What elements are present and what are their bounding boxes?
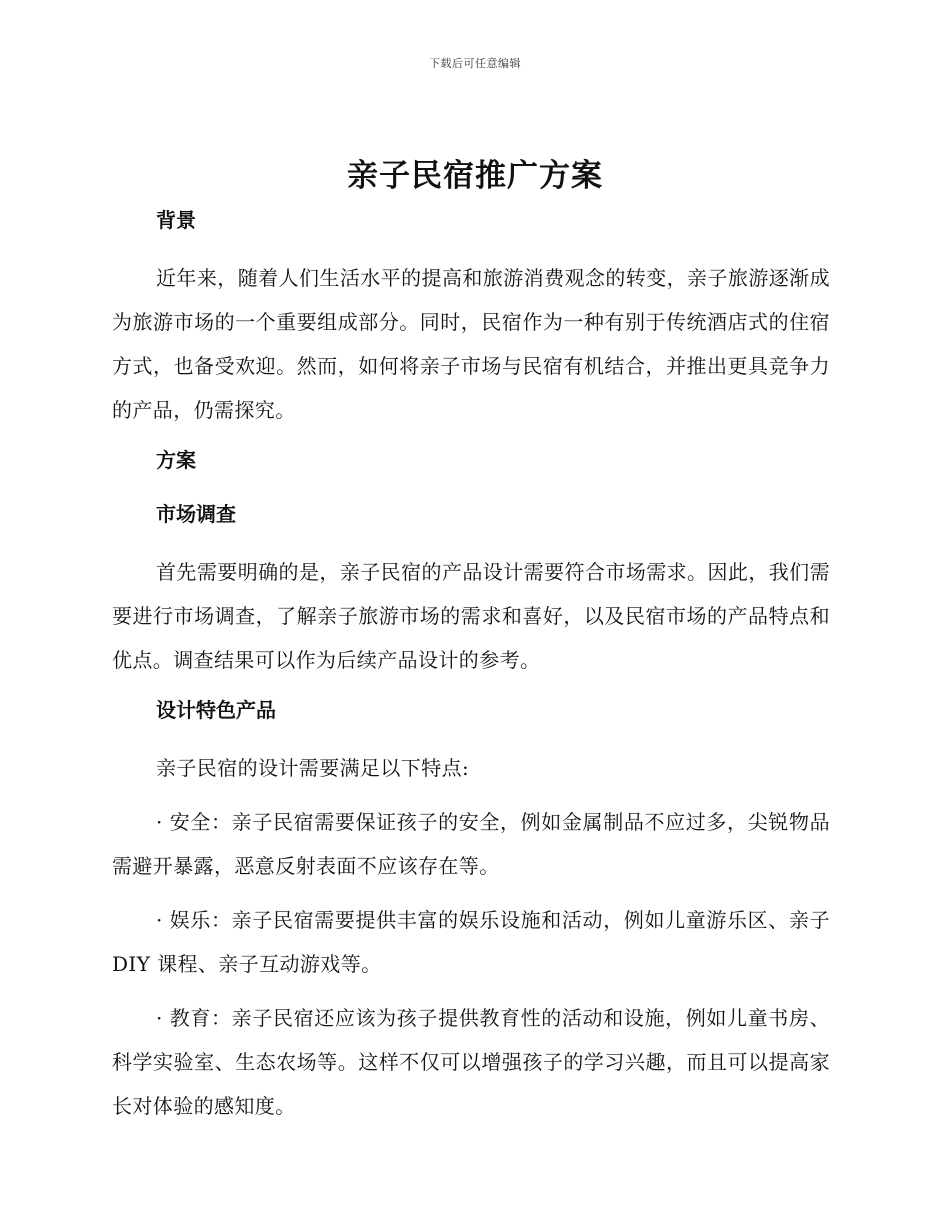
document-title: 亲子民宿推广方案 — [347, 158, 603, 194]
heading-background: 背景 — [156, 208, 196, 232]
paragraph-design-intro: 亲子民宿的设计需要满足以下特点: — [156, 756, 470, 780]
bullet-safety: · 安全：亲子民宿需要保证孩子的安全，例如金属制品不应过多，尖锐物品需避开暴露，恶意反射表面不应该存在等。 — [112, 810, 830, 878]
document-body — [112, 202, 830, 1138]
paragraph-market-research: 首先需要明确的是，亲子民宿的产品设计需要符合市场需求。因此，我们需要进行市场调查，了解亲子旅游市场的需求和喜好，以及民宿市场的产品特点和优点。调查结果可以作为后续产品设计的参考。 — [112, 560, 830, 672]
heading-market-research: 市场调查 — [156, 502, 236, 526]
bullet-entertainment: · 娱乐：亲子民宿需要提供丰富的娱乐设施和活动，例如儿童游乐区、亲子 DIY 课程、亲子互动游戏等。 — [112, 908, 830, 976]
heading-plan: 方案 — [156, 448, 196, 472]
bullet-education: · 教育：亲子民宿还应该为孩子提供教育性的活动和设施，例如儿童书房、科学实验室、生态农场等。这样不仅可以增强孩子的学习兴趣，而且可以提高家长对体验的感知度。 — [112, 1006, 830, 1118]
heading-design-products: 设计特色产品 — [156, 698, 276, 722]
header-note: 下载后可任意编辑 — [429, 57, 521, 70]
paragraph-background: 近年来，随着人们生活水平的提高和旅游消费观念的转变，亲子旅游逐渐成为旅游市场的一个重要组成部分。同时，民宿作为一种有别于传统酒店式的住宿方式，也备受欢迎。然而，如何将亲子市场与民宿有机结合，并推出更具竞争力的产品，仍需探究。 — [112, 266, 830, 422]
